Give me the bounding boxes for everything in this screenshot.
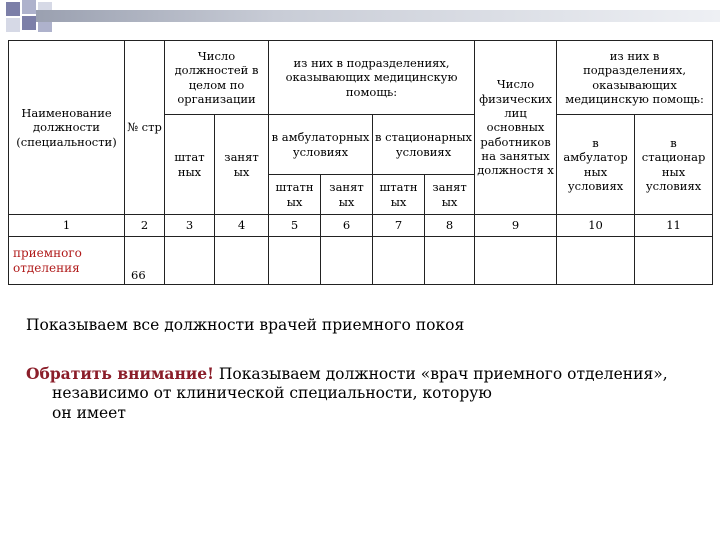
header-outpatient-staff: штатн ых xyxy=(269,175,321,215)
attention-label: Обратить внимание! xyxy=(26,364,214,383)
column-number: 7 xyxy=(373,215,425,237)
row-cell-empty[interactable] xyxy=(425,237,475,285)
row-number: 66 xyxy=(125,237,165,285)
header-physical-persons: Число физических лиц основных работников на занятых должностя х xyxy=(475,41,557,215)
header-outpatient: в амбулаторных условиях xyxy=(269,115,373,175)
row-cell-empty[interactable] xyxy=(215,237,269,285)
table-row xyxy=(9,237,713,285)
attention-continuation-1: независимо от клинической специальности, которую xyxy=(52,384,492,403)
column-number-row xyxy=(9,215,713,237)
row-cell-empty[interactable] xyxy=(321,237,373,285)
header-name: Наименование должности (специальности) xyxy=(9,41,125,215)
row-cell-empty[interactable] xyxy=(557,237,635,285)
header-row-number: № стр xyxy=(125,41,165,215)
attention-text: Показываем должности «врач приемного отделения», xyxy=(213,365,668,383)
row-cell-empty[interactable] xyxy=(269,237,321,285)
column-number: 11 xyxy=(635,215,713,237)
header-persons-outpatient: в амбулатор ных условиях xyxy=(557,115,635,215)
column-number: 1 xyxy=(9,215,125,237)
column-number: 8 xyxy=(425,215,475,237)
decor-square-2 xyxy=(22,0,36,14)
header-positions-staff: штат ных xyxy=(165,115,215,215)
row-cell-empty[interactable] xyxy=(373,237,425,285)
decor-square-6 xyxy=(6,18,20,32)
column-number: 5 xyxy=(269,215,321,237)
decor-square-1 xyxy=(6,2,20,16)
header-positions-total: Число должностей в целом по организации xyxy=(165,41,269,115)
staffing-form-table xyxy=(8,40,713,285)
column-number: 3 xyxy=(165,215,215,237)
header-inpatient-staff: штатн ых xyxy=(373,175,425,215)
column-number: 9 xyxy=(475,215,557,237)
column-number: 4 xyxy=(215,215,269,237)
header-positions-occupied: занят ых xyxy=(215,115,269,215)
row-cell-empty[interactable] xyxy=(475,237,557,285)
header-outpatient-occupied: занят ых xyxy=(321,175,373,215)
header-bar xyxy=(36,10,720,22)
header-subdivisions: из них в подразделениях, оказывающих медицинскую помощь: xyxy=(269,41,475,115)
row-cell-empty[interactable] xyxy=(165,237,215,285)
column-number: 2 xyxy=(125,215,165,237)
header-persons-inpatient: в стационар ных условиях xyxy=(635,115,713,215)
header-inpatient: в стационарных условиях xyxy=(373,115,475,175)
decor-square-4 xyxy=(22,16,36,30)
row-position-name: приемного отделения xyxy=(9,237,125,285)
note-all-positions: Показываем все должности врачей приемного покоя xyxy=(26,316,465,334)
header-inpatient-occupied: занят ых xyxy=(425,175,475,215)
row-cell-empty[interactable] xyxy=(635,237,713,285)
note-attention xyxy=(26,364,706,423)
column-number: 6 xyxy=(321,215,373,237)
attention-continuation-2: он имеет xyxy=(52,403,126,422)
column-number: 10 xyxy=(557,215,635,237)
header-persons-subdivisions: из них в подразделениях, оказывающих медицинскую помощь: xyxy=(557,41,713,115)
